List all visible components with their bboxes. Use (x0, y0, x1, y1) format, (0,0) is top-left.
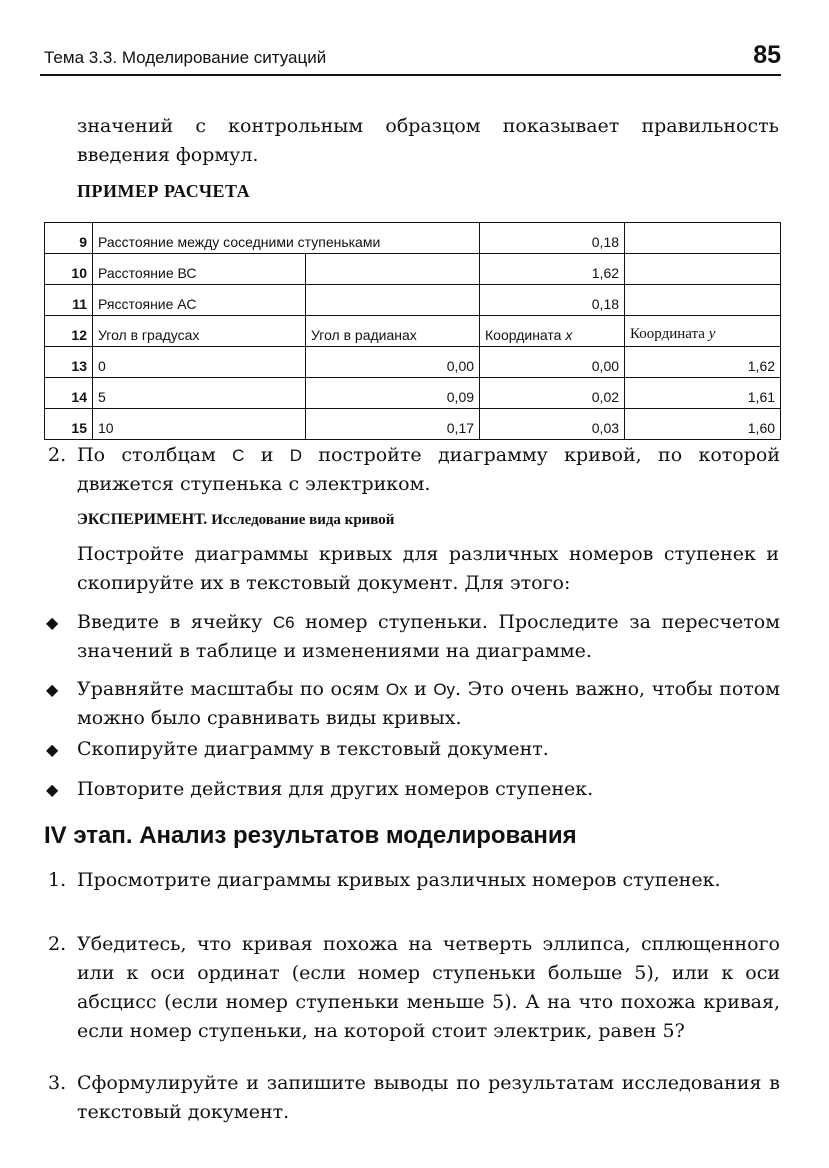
bullet-text (77, 675, 780, 733)
table-cell (625, 254, 781, 285)
diamond-bullet-icon: ◆ (46, 680, 59, 699)
table-cell: 1,61 (625, 378, 781, 409)
var-x: x (565, 327, 573, 343)
table-row (45, 254, 781, 285)
table-cell: 0,17 (306, 409, 480, 440)
intro-paragraph: значений с контрольным образцом показывает правильность введения формул. (77, 115, 779, 166)
table-cell: Расстояние между соседними ступеньками (93, 223, 480, 254)
table-cell: 0,18 (480, 223, 625, 254)
text-part: Уравняйте масштабы по осям (77, 678, 386, 700)
bullet-text (77, 608, 780, 666)
row-number: 14 (45, 378, 93, 409)
diamond-bullet-icon: ◆ (46, 613, 59, 632)
header-text: Координата (630, 326, 705, 342)
column-d: D (289, 446, 303, 465)
table-cell: 0,18 (480, 285, 625, 316)
chapter-title: Тема 3.3. Моделирование ситуаций (44, 48, 327, 67)
table-cell (306, 254, 480, 285)
table-row (45, 223, 781, 254)
table-cell: 0,03 (480, 409, 625, 440)
bullet-text: Повторите действия для других номеров ступенек. (77, 778, 594, 800)
text-part: Введите в ячейку (77, 611, 273, 633)
text-part: По столбцам (77, 444, 233, 466)
row-number: 12 (45, 316, 93, 347)
text-part: и (407, 678, 434, 700)
table-cell: 0,00 (480, 347, 625, 378)
text-part: и (244, 444, 290, 466)
bullet-text: Скопируйте диаграмму в текстовый документ. (77, 738, 549, 760)
table-cell: 0,02 (480, 378, 625, 409)
table-cell (625, 316, 781, 347)
table-cell: 1,62 (625, 347, 781, 378)
analysis-item (44, 930, 780, 1046)
table-row (45, 285, 781, 316)
item-number: 2. (48, 933, 67, 955)
bullet-item (44, 775, 780, 804)
table-cell (480, 316, 625, 347)
table-row (45, 347, 781, 378)
row-number: 11 (45, 285, 93, 316)
var-y: y (708, 326, 716, 342)
experiment-label: ЭКСПЕРИМЕНТ. (77, 511, 208, 528)
row-number: 10 (45, 254, 93, 285)
table-row (45, 409, 781, 440)
cell-ref: C6 (272, 613, 295, 632)
row-number: 15 (45, 409, 93, 440)
analysis-item (44, 866, 780, 895)
table-cell: 5 (93, 378, 306, 409)
section-heading: IV этап. Анализ результатов моделирования (44, 822, 577, 849)
page-header (40, 38, 781, 76)
table-cell: 0,09 (306, 378, 480, 409)
item-text: Просмотрите диаграммы кривых различных номеров ступенек. (77, 869, 721, 891)
item-number: 1. (48, 869, 67, 891)
table-cell: 10 (93, 409, 306, 440)
step-text (77, 441, 780, 499)
step-number: 2. (48, 444, 67, 466)
table-row (45, 316, 781, 347)
table-cell: Рясстояние АС (93, 285, 306, 316)
calculation-table (44, 222, 781, 440)
bullet-item (44, 608, 780, 666)
diamond-bullet-icon: ◆ (46, 780, 59, 799)
header-text: Координата (485, 327, 562, 343)
table-cell: Угол в градусах (93, 316, 306, 347)
table-cell (625, 223, 781, 254)
item-text: Убедитесь, что кривая похожа на четверть эллипса, сплющенного или к оси ординат (если номер ступеньки больше 5), или к оси абсцисс (если номер ступеньки меньше 5). А на что похожа кривая, если номер ступеньки, на которой стоит электрик, равен 5? (77, 933, 780, 1042)
table-cell: Расстояние ВС (93, 254, 306, 285)
table-cell: 1,60 (625, 409, 781, 440)
text-part: номер ступеньки. Проследите за пересчетом значений в таблице и изменениями на диаграмме. (77, 611, 780, 662)
table-cell: 1,62 (480, 254, 625, 285)
column-c: C (232, 446, 245, 465)
analysis-item (44, 1069, 780, 1127)
table-cell (625, 285, 781, 316)
table-cell: Угол в радианах (306, 316, 480, 347)
example-heading: ПРИМЕР РАСЧЕТА (77, 181, 251, 201)
step-2 (44, 441, 780, 499)
text-part: постройте диаграмму кривой, по которой движется ступенька с электриком. (77, 444, 780, 495)
page-number: 85 (753, 41, 781, 69)
text-part: . Это очень важно, чтобы потом можно было сравнивать виды кривых. (77, 678, 781, 729)
table-cell: 0,00 (306, 347, 480, 378)
bullet-item (44, 735, 780, 764)
diamond-bullet-icon: ◆ (46, 740, 59, 759)
experiment-heading (77, 511, 394, 529)
experiment-paragraph: Постройте диаграммы кривых для различных номеров ступенек и скопируйте их в текстовый документ. Для этого: (77, 543, 779, 594)
experiment-title: Исследование вида кривой (211, 512, 395, 528)
item-text: Сформулируйте и запишите выводы по результатам исследования в текстовый документ. (77, 1072, 780, 1123)
item-number: 3. (48, 1072, 67, 1094)
bullet-item (44, 675, 780, 733)
table-cell: 0 (93, 347, 306, 378)
row-number: 13 (45, 347, 93, 378)
table-cell (306, 285, 480, 316)
axis-ox: Ox (385, 680, 408, 699)
table-row (45, 378, 781, 409)
axis-oy: Oy (433, 680, 456, 699)
row-number: 9 (45, 223, 93, 254)
